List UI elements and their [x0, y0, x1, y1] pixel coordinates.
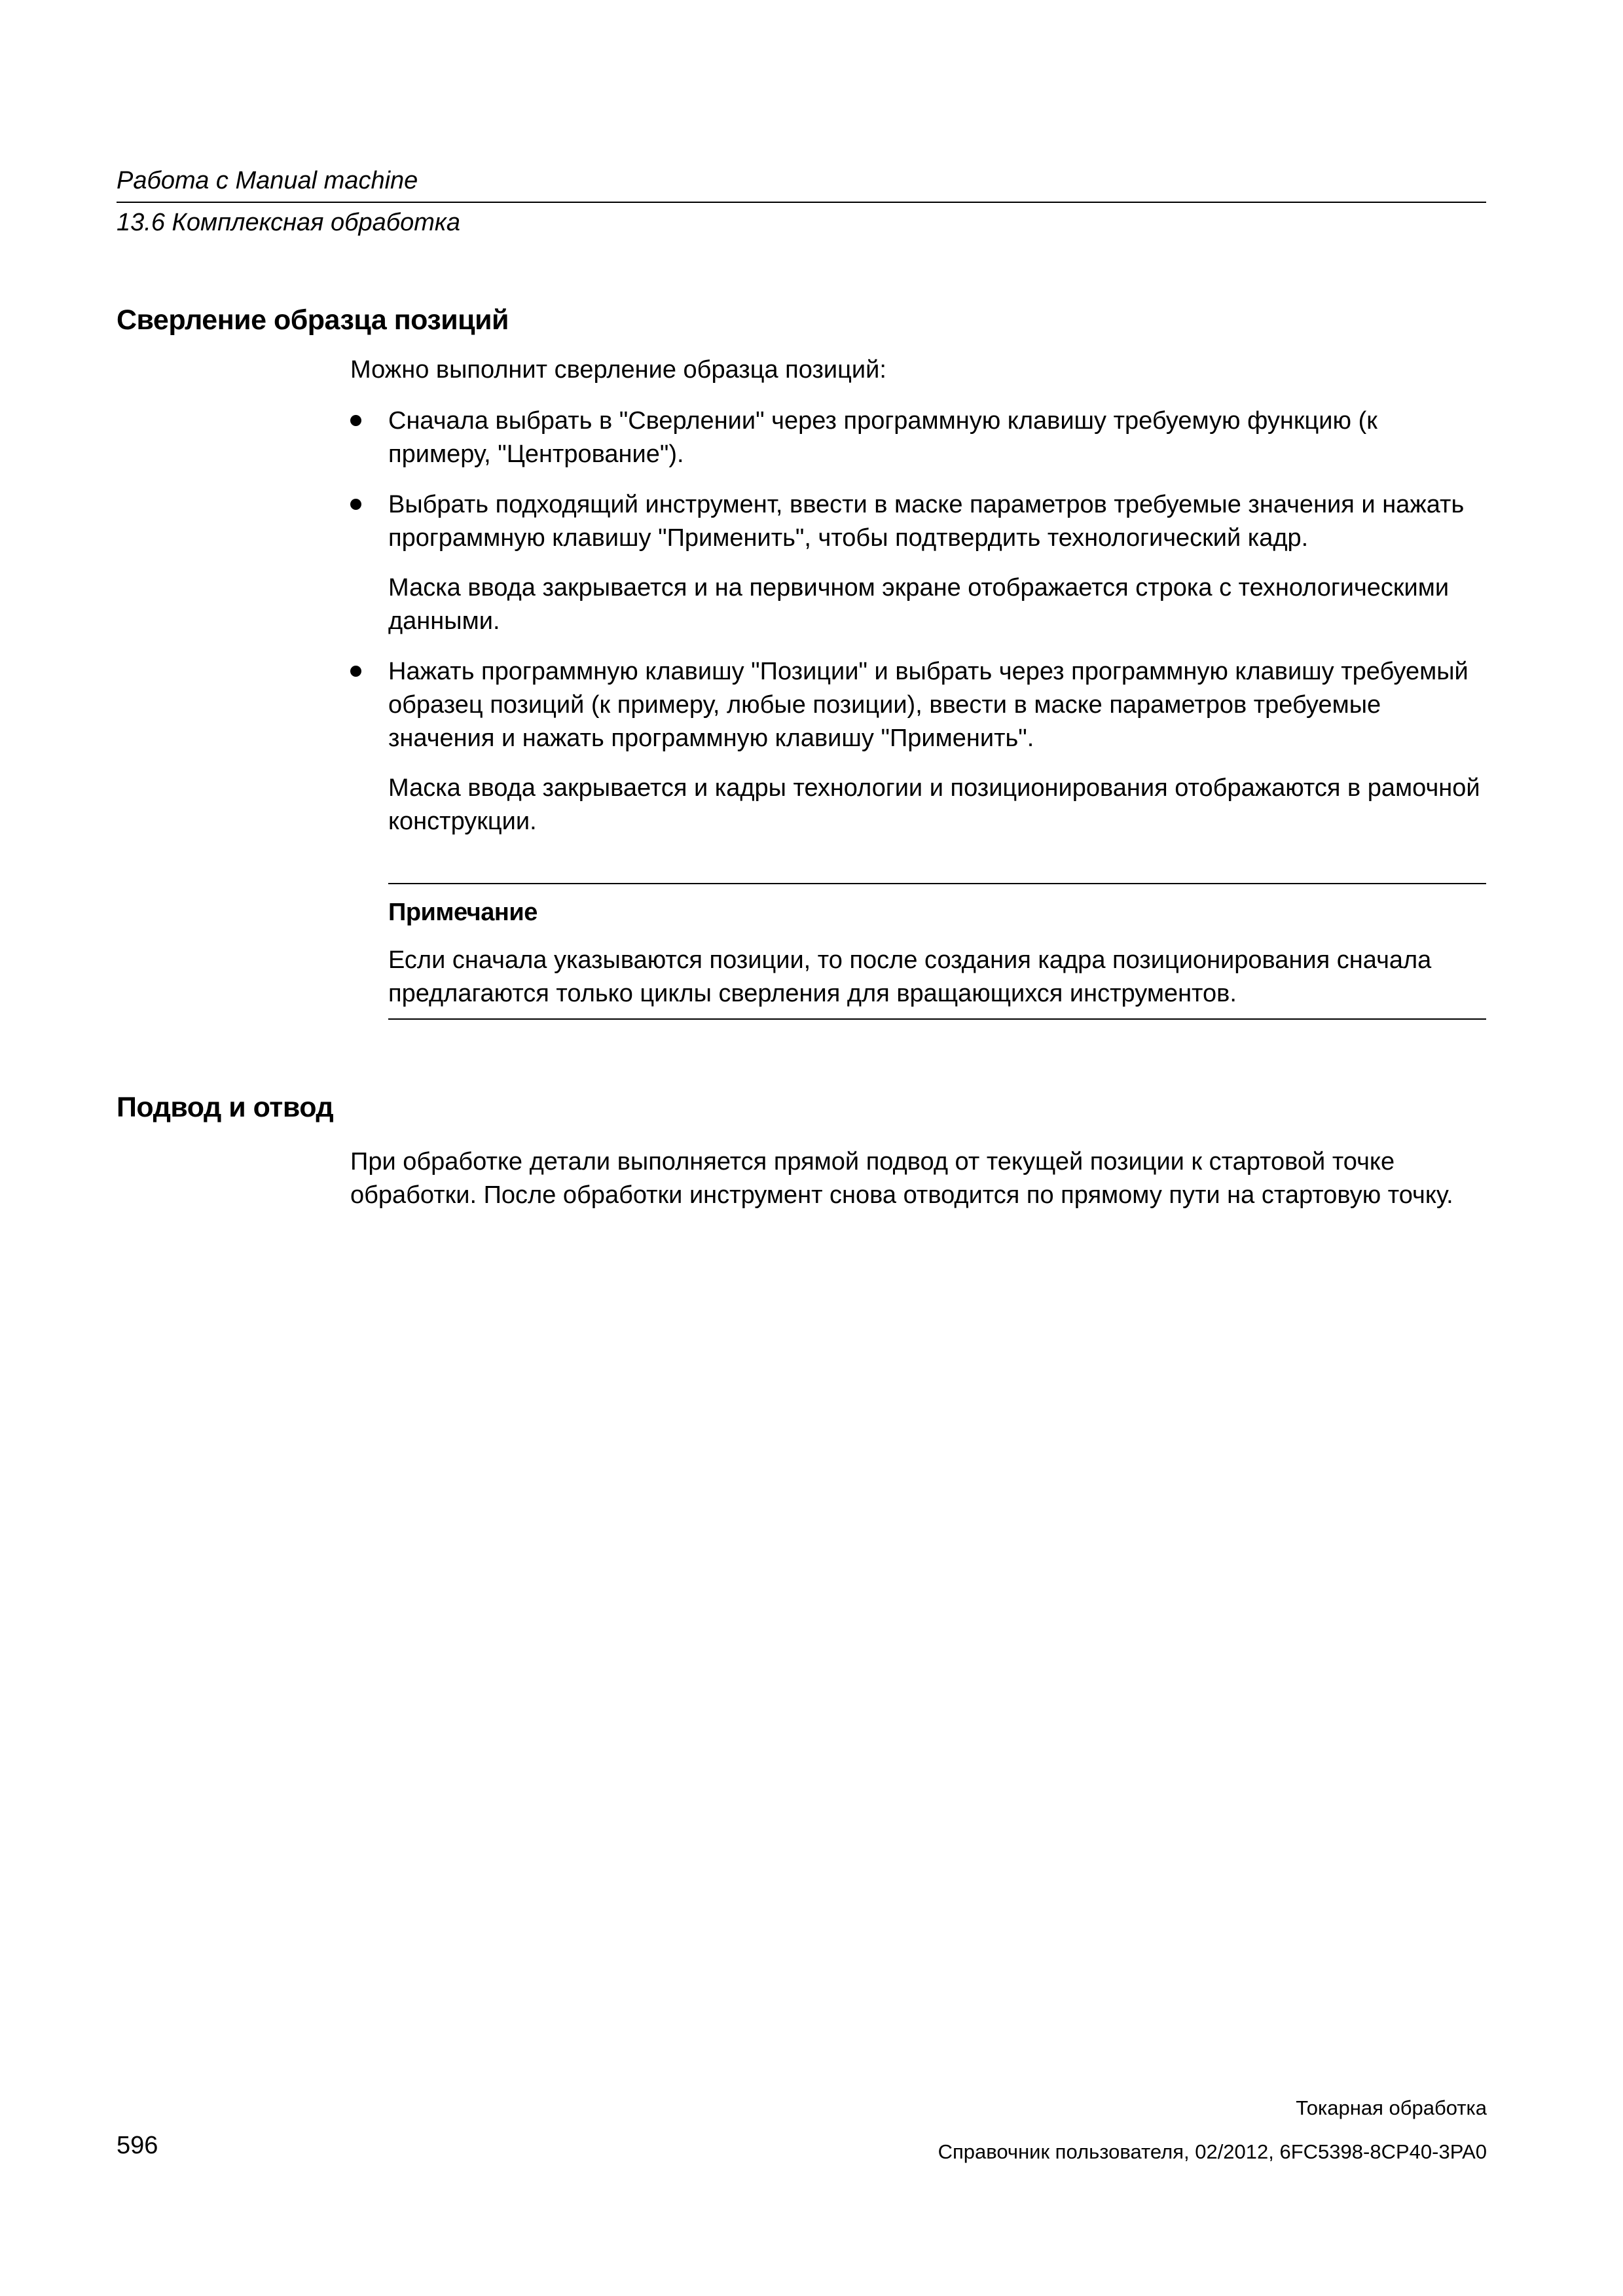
approach-text: При обработке детали выполняется прямой подвод от текущей позиции к стартовой точке обработки. После обработки инструмент снова отводится по прямому пути на стартовую точку.	[350, 1148, 1453, 1209]
page-header	[117, 164, 1486, 240]
list-item-text: Выбрать подходящий инструмент, ввести в маске параметров требуемые значения и нажать программную клавишу "Применить", чтобы подтвердить технологический кадр.	[388, 491, 1465, 552]
list-item-text: Нажать программную клавишу "Позиции" и выбрать через программную клавишу требуемый образец позиций (к примеру, любые позиции), ввести в маске параметров требуемые значения и нажать программную клавишу "Применить".	[388, 658, 1468, 752]
drilling-steps-list	[350, 404, 1486, 838]
bullet-icon	[350, 499, 361, 510]
note-box	[388, 883, 1486, 1020]
header-chapter-title: Работа с Manual machine	[117, 167, 418, 194]
bullet-icon	[350, 415, 361, 426]
list-item-text: Сначала выбрать в "Сверлении" через программную клавишу требуемую функцию (к примеру, "Центрование").	[388, 407, 1377, 468]
page-number: 596	[117, 2132, 158, 2159]
footer-document-info	[938, 2094, 1487, 2166]
footer-doc-reference: Справочник пользователя, 02/2012, 6FC5398-8CP40-3PA0	[938, 2140, 1487, 2163]
list-item	[350, 488, 1486, 638]
footer-doc-title: Токарная обработка	[1296, 2096, 1487, 2119]
note-text: Если сначала указываются позиции, то после создания кадра позиционирования сначала предлагаются только циклы сверления для вращающихся инструментов.	[388, 946, 1432, 1007]
header-divider	[117, 202, 1486, 203]
drilling-intro-text: Можно выполнит сверление образца позиций:	[350, 356, 886, 384]
bullet-icon	[350, 666, 361, 677]
header-section-title: 13.6 Комплексная обработка	[117, 209, 461, 236]
list-item	[350, 404, 1486, 471]
note-title: Примечание	[388, 899, 538, 926]
list-item-result-text: Маска ввода закрывается и кадры технологии и позиционирования отображаются в рамочной конструкции.	[388, 774, 1480, 835]
list-item-result-text: Маска ввода закрывается и на первичном экране отображается строка с технологическими данными.	[388, 574, 1450, 635]
section-heading-drilling: Сверление образца позиций	[117, 304, 509, 336]
list-item	[350, 655, 1486, 838]
section-heading-approach: Подвод и отвод	[117, 1092, 334, 1123]
